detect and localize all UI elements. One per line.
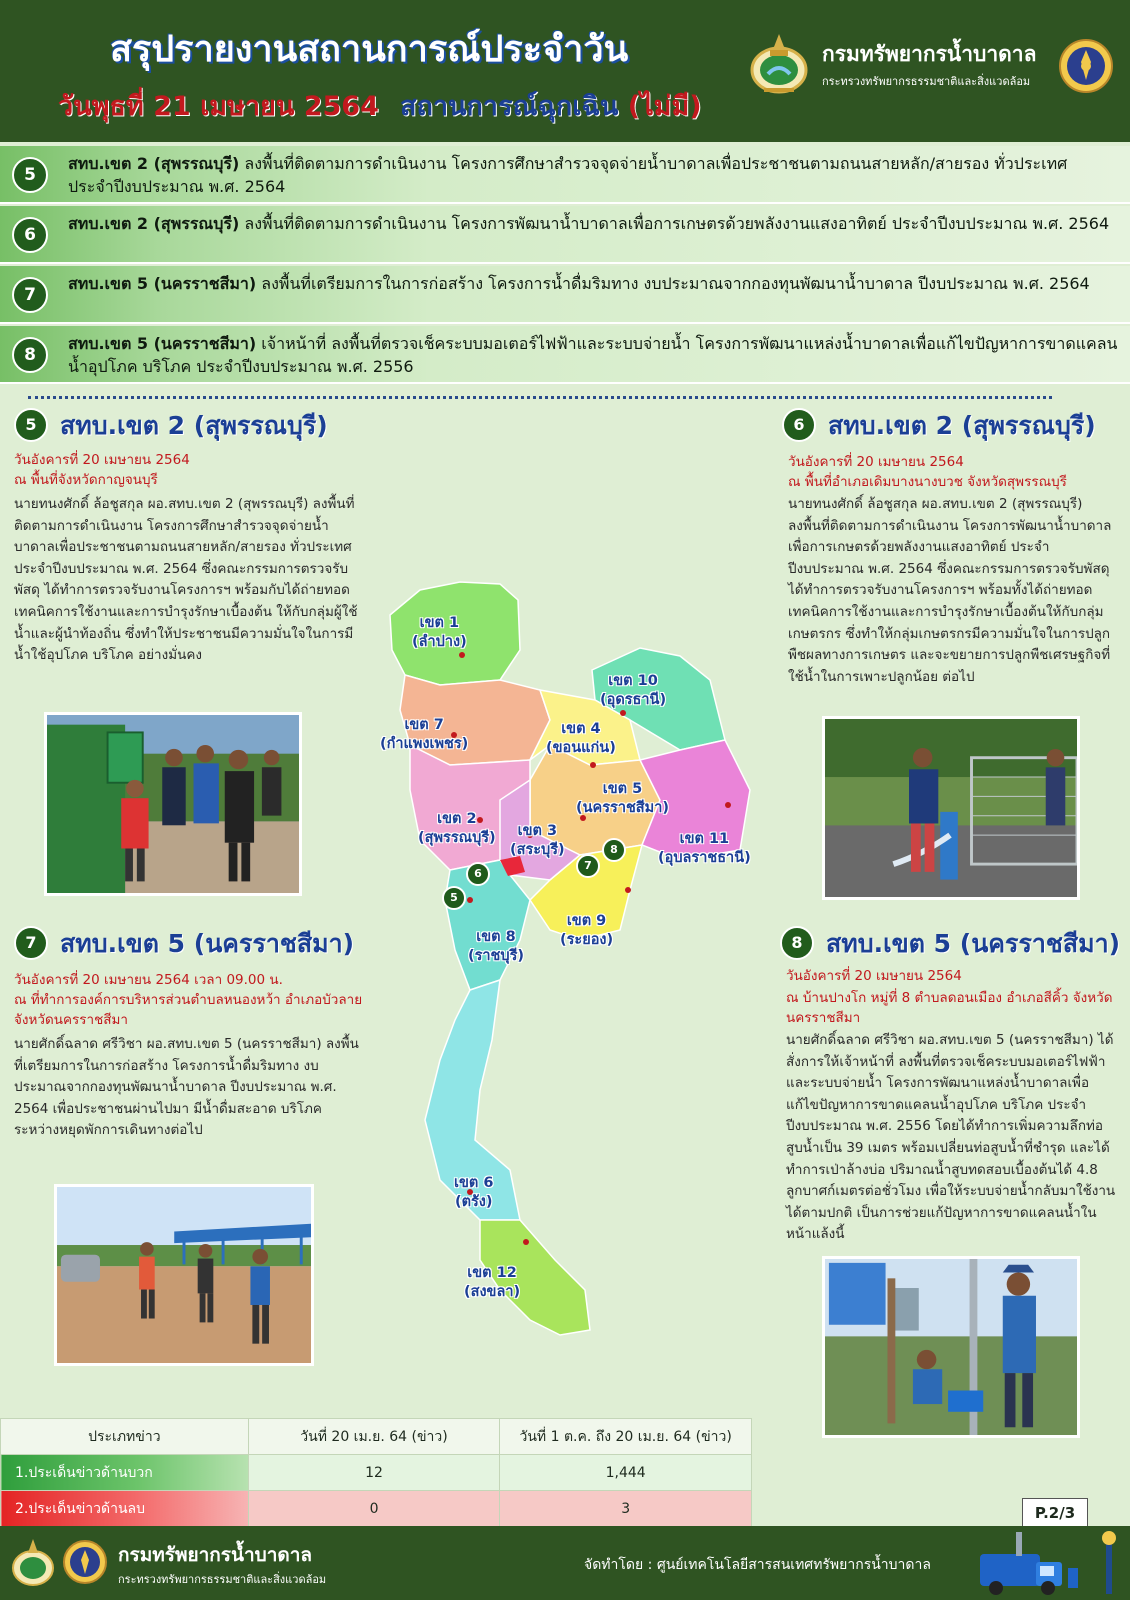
- emergency-status-label: สถานการณ์ฉุกเฉิน: [400, 91, 619, 122]
- zone-label-9: เขต 9 (ระยอง): [560, 913, 614, 948]
- row-value-today: 12: [248, 1455, 500, 1491]
- section-8-date: วันอังคารที่ 20 เมษายน 2564: [786, 968, 962, 984]
- section-title: สทบ.เขต 5 (นครราชสีมา): [826, 929, 1121, 958]
- zone-label-6: เขต 6 (ตรัง): [454, 1175, 494, 1210]
- section-8-header: [780, 924, 1120, 964]
- section-number-badge: 8: [780, 926, 814, 960]
- news-row-6: [0, 206, 1130, 264]
- section-8-photo: [822, 1256, 1080, 1438]
- section-7-body: นายศักดิ์ฉลาด ศรีวิชา ผอ.สทบ.เขต 5 (นครราชสีมา) ลงพื้นที่เตรียมการในการก่อสร้าง โครงการน้ำดื่มริมทาง งบประมาณจากกองทุนพัฒนาน้ำบาดาล ปีงบประมาณ พ.ศ. 2564 เพื่อประชาชนผ่านไปมา มีน้ำดื่มสะอาด บริโภค ระหว่างหยุดพักการเดินทางต่อไป: [14, 1036, 359, 1139]
- news-summary: ลงพื้นที่ติดตามการดำเนินงาน โครงการพัฒนาน้ำบาดาลเพื่อการเกษตรด้วยพลังงานแสงอาทิตย์ ประจำปีงบประมาณ พ.ศ. 2564: [239, 214, 1110, 233]
- zone-label-5: เขต 5 (นครราชสีมา): [576, 781, 669, 816]
- ministry-name: กระทรวงทรัพยากรธรรมชาติและสิ่งแวดล้อม: [822, 75, 1031, 88]
- page-footer: [0, 1526, 1130, 1600]
- news-summary: เจ้าหน้าที่ ลงพื้นที่ตรวจเช็คระบบมอเตอร์ไฟฟ้าและระบบจ่ายน้ำ โครงการพัฒนาแหล่งน้ำบาดาลเพื่อแก้ไขปัญหาการขาดแคลนน้ำอุปโภค บริโภค ประจำปีงบประมาณ พ.ศ. 2556: [68, 334, 1118, 376]
- section-7-header: [14, 924, 374, 964]
- news-headline: [68, 212, 1118, 235]
- news-number-badge: 7: [12, 277, 48, 313]
- report-date: วันพุธที่ 21 เมษายน 2564: [58, 91, 379, 122]
- emergency-status: [400, 84, 702, 127]
- zone-label-4: เขต 4 (ขอนแก่น): [546, 721, 616, 756]
- row-value-cumulative: 3: [500, 1491, 752, 1527]
- news-headline: [68, 272, 1118, 295]
- section-6-date: วันอังคารที่ 20 เมษายน 2564: [788, 454, 964, 470]
- section-6-header: [782, 406, 1122, 446]
- zone-label-1: เขต 1 (ลำปาง): [412, 615, 467, 650]
- zone-label-8: เขต 8 (ราชบุรี): [468, 929, 525, 964]
- section-divider: [28, 396, 1052, 399]
- map-marker-7: 7: [576, 854, 600, 878]
- zone-label-7: เขต 7 (กำแพงเพชร): [380, 717, 469, 752]
- section-5-location: ณ พื้นที่จังหวัดกาญจนบุรี: [14, 472, 158, 488]
- section-7-photo: [54, 1184, 314, 1366]
- table-header-today: วันที่ 20 เม.ย. 64 (ข่าว): [248, 1419, 500, 1455]
- water-truck-illustration-icon: [976, 1528, 1126, 1598]
- section-title: สทบ.เขต 5 (นครราชสีมา): [60, 929, 355, 958]
- section-title: สทบ.เขต 2 (สุพรรณบุรี): [60, 411, 328, 440]
- row-label-negative: 2.ประเด็นข่าวด้านลบ: [1, 1491, 249, 1527]
- page-header: [0, 0, 1130, 142]
- page-number: P.2/3: [1022, 1498, 1088, 1528]
- section-6-location: ณ พื้นที่อำเภอเดิมบางนางบวช จังหวัดสุพรรณบุรี: [788, 474, 1067, 490]
- section-number-badge: 7: [14, 926, 48, 960]
- section-5-date: วันอังคารที่ 20 เมษายน 2564: [14, 452, 190, 468]
- news-headline: [68, 332, 1118, 378]
- royal-emblem-icon: [62, 1538, 108, 1586]
- news-number-badge: 6: [12, 217, 48, 253]
- news-row-8: [0, 326, 1130, 384]
- news-headline: [68, 152, 1118, 198]
- section-5-photo: [44, 712, 302, 896]
- thailand-map-shape: [380, 560, 780, 1360]
- zone-label-2: เขต 2 (สุพรรณบุรี): [418, 811, 496, 846]
- map-marker-6: 6: [466, 862, 490, 886]
- page-title: สรุปรายงานสถานการณ์ประจำวัน: [110, 29, 629, 70]
- footer-ministry-name: กระทรวงทรัพยากรธรรมชาติและสิ่งแวดล้อม: [118, 1573, 327, 1586]
- section-number-badge: 5: [14, 408, 48, 442]
- thailand-zone-map: [380, 560, 780, 1360]
- department-name: กรมทรัพยากรน้ำบาดาล: [822, 42, 1037, 66]
- row-label-positive: 1.ประเด็นข่าวด้านบวก: [1, 1455, 249, 1491]
- section-7-location: ณ ที่ทำการองค์การบริหารส่วนตำบลหนองหว้า อำเภอบัวลาย จังหวัดนครราชสีมา: [14, 992, 363, 1028]
- map-marker-5: 5: [442, 886, 466, 910]
- zone-label-3: เขต 3 (สระบุรี): [510, 823, 565, 858]
- royal-emblem-icon: [1058, 36, 1114, 96]
- section-number-badge: 6: [782, 408, 816, 442]
- section-7-date: วันอังคารที่ 20 เมษายน 2564 เวลา 09.00 น.: [14, 972, 283, 988]
- map-marker-8: 8: [602, 838, 626, 862]
- section-8-body: นายศักดิ์ฉลาด ศรีวิชา ผอ.สทบ.เขต 5 (นครราชสีมา) ได้สั่งการให้เจ้าหน้าที่ ลงพื้นที่ตรวจเช็คระบบมอเตอร์ไฟฟ้าและระบบจ่ายน้ำ โครงการพัฒนาแหล่งน้ำบาดาลเพื่อแก้ไขปัญหาการขาดแคลนน้ำอุปโภค บริโภค ประจำปีงบประมาณ พ.ศ. 2556 โดยได้ทำการเพิ่มความลึกท่อสูบน้ำเป็น 39 เมตร พร้อมเปลี่ยนท่อสูบน้ำที่ชำรุด และได้ทำการเป่าล้างบ่อ ปริมาณน้ำสูบทดสอบเบื้องต้นได้ 4.8 ลูกบาศก์เมตรต่อชั่วโมง เพื่อให้ระบบจ่ายน้ำกลับมาใช้งานได้ตามปกติ เป็นการช่วยแก้ปัญหาการขาดแคลนน้ำในหน้าแล้งนี้: [786, 1032, 1116, 1243]
- dgr-logo-icon: [10, 1536, 56, 1588]
- section-title: สทบ.เขต 2 (สุพรรณบุรี): [828, 411, 1096, 440]
- section-5-body: นายทนงศักดิ์ ล้อชูสกุล ผอ.สทบ.เขต 2 (สุพรรณบุรี) ลงพื้นที่ติดตามการดำเนินงาน โครงการศึกษาสำรวจจุดจ่ายน้ำบาดาลเพื่อประชาชนตามถนนสายหลัก/สายรอง ทั่วประเทศ ประจำปีงบประมาณ พ.ศ. 2564 ซึ่งคณะกรรมการตรวจรับพัสดุ ได้ทำการตรวจรับงานโครงการฯ พร้อมกับได้ถ่ายทอดเทคนิคการใช้งานและการบำรุงรักษาเบื้องต้น ให้กับกลุ่มผู้ใช้น้ำและผู้นำท้องถิ่น ซึ่งทำให้ประชาชนมีความมั่นใจในการมีน้ำใช้อุปโภค บริโภค อย่างมั่นคง: [14, 496, 358, 664]
- news-row-7: [0, 266, 1130, 324]
- emergency-status-value: (ไม่มี): [627, 91, 702, 122]
- news-office: สทบ.เขต 5 (นครราชสีมา): [68, 334, 257, 353]
- news-row-5: [0, 146, 1130, 204]
- footer-department-name: กรมทรัพยากรน้ำบาดาล: [118, 1544, 313, 1566]
- news-number-badge: 5: [12, 157, 48, 193]
- table-row-negative: [1, 1491, 752, 1527]
- news-stats-table: [0, 1418, 752, 1527]
- row-value-cumulative: 1,444: [500, 1455, 752, 1491]
- row-value-today: 0: [248, 1491, 500, 1527]
- news-office: สทบ.เขต 2 (สุพรรณบุรี): [68, 154, 240, 173]
- section-8-location: ณ บ้านปางโก หมู่ที่ 8 ตำบลดอนเมือง อำเภอสีคิ้ว จังหวัดนครราชสีมา: [786, 990, 1113, 1026]
- table-row-positive: [1, 1455, 752, 1491]
- zone-label-10: เขต 10 (อุดรธานี): [600, 673, 667, 708]
- news-number-badge: 8: [12, 337, 48, 373]
- news-summary: ลงพื้นที่เตรียมการในการก่อสร้าง โครงการน้ำดื่มริมทาง งบประมาณจากกองทุนพัฒนาน้ำบาดาล ปีงบประมาณ พ.ศ. 2564: [256, 274, 1090, 293]
- table-header-category: ประเภทข่าว: [1, 1419, 249, 1455]
- zone-label-11: เขต 11 (อุบลราชธานี): [658, 831, 751, 866]
- footer-produced-by: จัดทำโดย : ศูนย์เทคโนโลยีสารสนเทศทรัพยากรน้ำบาดาล: [584, 1557, 931, 1573]
- news-summary: ลงพื้นที่ติดตามการดำเนินงาน โครงการศึกษาสำรวจจุดจ่ายน้ำบาดาลเพื่อประชาชนตามถนนสายหลัก/สายรอง ทั่วประเทศ ประจำปีงบประมาณ พ.ศ. 2564: [68, 154, 1068, 196]
- section-5-header: [14, 406, 374, 446]
- dgr-logo-icon: [748, 30, 810, 96]
- news-office: สทบ.เขต 5 (นครราชสีมา): [68, 274, 257, 293]
- section-6-photo: [822, 716, 1080, 900]
- news-office: สทบ.เขต 2 (สุพรรณบุรี): [68, 214, 240, 233]
- table-header-row: [1, 1419, 752, 1455]
- zone-label-12: เขต 12 (สงขลา): [464, 1265, 521, 1300]
- section-6-body: นายทนงศักดิ์ ล้อชูสกุล ผอ.สทบ.เขต 2 (สุพรรณบุรี) ลงพื้นที่ติดตามการดำเนินงาน โครงการพัฒนาน้ำบาดาลเพื่อการเกษตรด้วยพลังงานแสงอาทิตย์ ประจำปีงบประมาณ พ.ศ. 2564 ซึ่งคณะกรรมการตรวจรับพัสดุ ได้ทำการตรวจรับงานโครงการฯ พร้อมทั้งได้ถ่ายทอดเทคนิคการใช้งานและการบำรุงรักษาเบื้องต้นให้กับกลุ่มเกษตรกร ซึ่งทำให้กลุ่มเกษตรกรมีความมั่นใจในการปลูกพืชผลทางการเกษตร และจะขยายการปลูกพืชเศรษฐกิจที่ใช้น้ำในการเพาะปลูกน้อย ต่อไป: [788, 496, 1112, 685]
- table-header-cumulative: วันที่ 1 ต.ค. ถึง 20 เม.ย. 64 (ข่าว): [500, 1419, 752, 1455]
